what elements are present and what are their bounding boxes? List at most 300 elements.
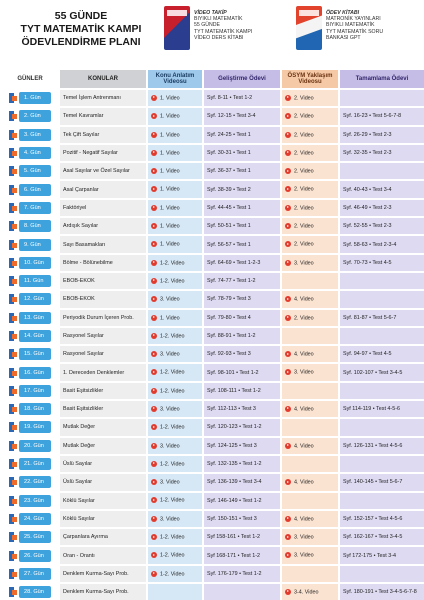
- lecture-video-text: 1. Video: [160, 241, 180, 248]
- title-line-1: 55 GÜNDE: [54, 10, 108, 22]
- osym-video-cell: [280, 364, 338, 380]
- completion-homework-cell: [338, 310, 424, 326]
- osym-video-text: 2. Video: [294, 131, 314, 138]
- lecture-video-cell: [146, 328, 202, 344]
- table-row: [0, 474, 424, 490]
- play-icon[interactable]: [151, 369, 157, 375]
- day-cell: [0, 200, 58, 216]
- table-row: [0, 236, 424, 252]
- topic-cell: [58, 493, 146, 509]
- play-icon[interactable]: [285, 589, 291, 595]
- topic-cell: [58, 547, 146, 563]
- development-homework-text: Syf. 136-139 • Test 3-4: [207, 479, 262, 486]
- day-cell: [0, 90, 58, 106]
- day-cell: [0, 127, 58, 143]
- day-badge: 28. Gün: [19, 586, 51, 598]
- lecture-video-text: 1-2. Video: [160, 333, 185, 340]
- completion-homework-cell: [338, 90, 424, 106]
- table-row: [0, 127, 424, 143]
- table-row: [0, 346, 424, 362]
- table-row: [0, 273, 424, 289]
- osym-video-cell: [280, 566, 338, 582]
- completion-homework-text: Syf. 126-131 • Test 4-5-6: [343, 442, 403, 449]
- day-badge: 12. Gün: [19, 293, 51, 305]
- lecture-video-cell: [146, 438, 202, 454]
- table-header-row: [0, 70, 424, 88]
- play-icon[interactable]: [151, 241, 157, 247]
- osym-video-cell: [280, 181, 338, 197]
- table-row: [0, 566, 424, 582]
- osym-video-cell: [280, 255, 338, 271]
- development-homework-text: Syf. 176-179 • Test 1-2: [207, 570, 262, 577]
- video-book-line: 55 GÜNDE: [194, 22, 220, 29]
- play-icon[interactable]: [151, 278, 157, 284]
- play-icon[interactable]: [151, 351, 157, 357]
- day-badge: 4. Gün: [19, 147, 51, 159]
- lecture-video-cell: [146, 108, 202, 124]
- topic-text: Mutlak Değer: [63, 442, 96, 449]
- completion-homework-cell: [338, 401, 424, 417]
- lecture-video-text: 1-2. Video: [160, 552, 185, 559]
- topic-cell: [58, 474, 146, 490]
- development-homework-cell: [202, 474, 280, 490]
- topic-text: Üslü Sayılar: [63, 479, 93, 486]
- day-cell: [0, 310, 58, 326]
- development-homework-cell: [202, 273, 280, 289]
- day-cell: [0, 108, 58, 124]
- completion-homework-text: Syf. 52-55 • Test 2-3: [343, 223, 392, 230]
- development-homework-text: Syf. 44-45 • Test 1: [207, 204, 251, 211]
- homework-book-line: BANKASI GPT: [326, 34, 361, 41]
- topic-text: Rasyonel Sayılar: [63, 333, 104, 339]
- development-homework-text: Syf. 36-37 • Test 1: [207, 168, 251, 175]
- day-badge: 16. Gün: [19, 367, 51, 379]
- table-row: [0, 547, 424, 563]
- topic-text: Sayı Basamakları: [63, 241, 106, 248]
- topic-text: Oran - Orantı: [63, 552, 95, 559]
- completion-homework-cell: [338, 145, 424, 161]
- topic-text: Ardışık Sayılar: [63, 223, 99, 230]
- play-icon[interactable]: [285, 296, 291, 302]
- day-cell: [0, 456, 58, 472]
- osym-video-cell: [280, 529, 338, 545]
- topic-text: Asal Çarpanlar: [63, 186, 99, 193]
- lecture-video-text: 3. Video: [160, 443, 180, 449]
- day-badge: 19. Gün: [19, 421, 51, 433]
- osym-video-text: 4. Video: [294, 443, 314, 449]
- lecture-video-text: 1-2. Video: [160, 571, 185, 578]
- day-logo-icon: [9, 240, 17, 250]
- lecture-video-cell: [146, 236, 202, 252]
- homework-book-description: [326, 10, 422, 41]
- completion-homework-cell: [338, 127, 424, 143]
- topic-cell: [58, 529, 146, 545]
- day-badge: 26. Gün: [19, 550, 51, 562]
- day-cell: [0, 547, 58, 563]
- topic-text: Temel İşlem Antrenmanı: [63, 95, 121, 102]
- play-icon[interactable]: [285, 516, 291, 522]
- video-book-line: TYT MATEMATİK KAMPI: [194, 28, 253, 35]
- day-cell: [0, 291, 58, 307]
- osym-video-text: 4. Video: [294, 296, 314, 303]
- play-icon[interactable]: [285, 186, 291, 192]
- table-row: [0, 328, 424, 344]
- completion-homework-cell: [338, 456, 424, 472]
- topic-text: Pozitif - Negatif Sayılar: [63, 150, 118, 157]
- day-logo-icon: [9, 331, 17, 341]
- topic-cell: [58, 200, 146, 216]
- day-logo-icon: [9, 368, 17, 378]
- osym-video-text: 2. Video: [294, 168, 314, 175]
- topic-cell: [58, 346, 146, 362]
- lecture-video-cell: [146, 291, 202, 307]
- table-row: [0, 419, 424, 435]
- lecture-video-text: 1-2. Video: [160, 424, 185, 431]
- development-homework-cell: [202, 383, 280, 399]
- osym-video-cell: [280, 328, 338, 344]
- completion-homework-cell: [338, 364, 424, 380]
- osym-video-cell: [280, 438, 338, 454]
- play-icon[interactable]: [151, 461, 157, 467]
- day-logo-icon: [9, 166, 17, 176]
- completion-homework-cell: [338, 511, 424, 527]
- development-homework-text: Syf 158-161 • Test 1-2: [207, 534, 261, 541]
- completion-homework-text: Syf 172-175 • Test 3-4: [343, 552, 397, 559]
- lecture-video-cell: [146, 529, 202, 545]
- development-homework-text: Syf. 38-39 • Test 2: [207, 186, 251, 193]
- column-header-days: GÜNLER: [0, 70, 58, 88]
- lecture-video-cell: [146, 310, 202, 326]
- play-icon[interactable]: [151, 497, 157, 503]
- day-logo-icon: [9, 203, 17, 213]
- development-homework-text: Syf. 150-151 • Test 3: [207, 515, 257, 522]
- development-homework-cell: [202, 255, 280, 271]
- play-icon[interactable]: [285, 168, 291, 174]
- development-homework-cell: [202, 127, 280, 143]
- column-header-osym-video: ÖSYM Yaklaşım Videosu: [280, 70, 338, 88]
- play-icon[interactable]: [285, 95, 291, 101]
- play-icon[interactable]: [285, 534, 291, 540]
- completion-homework-text: Syf. 70-73 • Test 4-5: [343, 259, 392, 266]
- completion-homework-text: Syf. 102-107 • Test 3-4-5: [343, 369, 403, 376]
- table-row: [0, 511, 424, 527]
- development-homework-text: Syf. 112-113 • Test 3: [207, 406, 256, 413]
- development-homework-cell: [202, 163, 280, 179]
- day-badge: 25. Gün: [19, 531, 51, 543]
- day-logo-icon: [9, 313, 17, 323]
- day-logo-icon: [9, 294, 17, 304]
- play-icon[interactable]: [285, 205, 291, 211]
- play-icon[interactable]: [285, 113, 291, 119]
- development-homework-text: Syf. 8-11 • Test 1-2: [207, 95, 253, 102]
- completion-homework-text: Syf. 58-63 • Test 2-3-4: [343, 241, 397, 248]
- lecture-video-text: 1-2. Video: [160, 497, 185, 504]
- play-icon[interactable]: [285, 406, 291, 412]
- topic-cell: [58, 163, 146, 179]
- day-logo-icon: [9, 477, 17, 487]
- homework-book-cover: [296, 6, 322, 50]
- topic-text: Çarpanlara Ayırma: [63, 534, 108, 541]
- lecture-video-text: 1. Video: [160, 205, 180, 212]
- lecture-video-cell: [146, 90, 202, 106]
- play-icon[interactable]: [285, 443, 291, 449]
- osym-video-cell: [280, 493, 338, 509]
- osym-video-cell: [280, 419, 338, 435]
- development-homework-text: Syf. 88-91 • Test 1-2: [207, 333, 256, 339]
- day-logo-icon: [9, 441, 17, 451]
- topic-cell: [58, 401, 146, 417]
- topic-text: EBOB-EKOK: [63, 278, 95, 285]
- osym-video-text: 2. Video: [294, 150, 314, 157]
- topic-cell: [58, 127, 146, 143]
- lecture-video-cell: [146, 218, 202, 234]
- day-logo-icon: [9, 111, 17, 121]
- lecture-video-text: 1. Video: [160, 186, 180, 193]
- table-row: [0, 200, 424, 216]
- lecture-video-cell: [146, 493, 202, 509]
- table-row: [0, 108, 424, 124]
- osym-video-cell: [280, 401, 338, 417]
- play-icon[interactable]: [151, 552, 157, 558]
- completion-homework-cell: [338, 163, 424, 179]
- play-icon[interactable]: [285, 351, 291, 357]
- day-logo-icon: [9, 587, 17, 597]
- completion-homework-text: Syf. 40-43 • Test 3-4: [343, 186, 392, 193]
- topic-text: Mutlak Değer: [63, 424, 96, 431]
- lecture-video-cell: [146, 364, 202, 380]
- column-header-development-homework: Geliştirme Ödevi: [202, 70, 280, 88]
- play-icon[interactable]: [285, 315, 291, 321]
- video-book-line: VİDEO DERS KİTABI: [194, 34, 244, 41]
- day-cell: [0, 255, 58, 271]
- homework-book-line: BIYIKLI MATEMATİK: [326, 22, 375, 29]
- development-homework-text: Syf. 132-135 • Test 1-2: [207, 461, 262, 468]
- day-logo-icon: [9, 551, 17, 561]
- video-book-line: BIYIKLI MATEMATİK: [194, 16, 243, 23]
- development-homework-text: Syf 168-171 • Test 1-2: [207, 552, 261, 559]
- day-cell: [0, 236, 58, 252]
- video-book-label: VİDEO TAKİP: [194, 10, 227, 16]
- osym-video-text: 2. Video: [294, 314, 314, 321]
- play-icon[interactable]: [285, 150, 291, 156]
- table-row: [0, 383, 424, 399]
- day-cell: [0, 383, 58, 399]
- development-homework-text: Syf. 120-123 • Test 1-2: [207, 424, 262, 431]
- day-logo-icon: [9, 221, 17, 231]
- play-icon[interactable]: [151, 315, 157, 321]
- day-cell: [0, 584, 58, 600]
- osym-video-text: 4. Video: [294, 516, 314, 523]
- day-badge: 18. Gün: [19, 403, 51, 415]
- lecture-video-cell: [146, 346, 202, 362]
- play-icon[interactable]: [151, 296, 157, 302]
- play-icon[interactable]: [151, 424, 157, 430]
- lecture-video-cell: [146, 401, 202, 417]
- play-icon[interactable]: [151, 223, 157, 229]
- topic-cell: [58, 511, 146, 527]
- completion-homework-text: Syf. 140-145 • Test 5-6-7: [343, 479, 403, 486]
- completion-homework-cell: [338, 383, 424, 399]
- play-icon[interactable]: [151, 168, 157, 174]
- development-homework-cell: [202, 200, 280, 216]
- column-header-completion-homework: Tamamlama Ödevi: [338, 70, 424, 88]
- day-cell: [0, 438, 58, 454]
- lecture-video-cell: [146, 456, 202, 472]
- day-cell: [0, 145, 58, 161]
- osym-video-cell: [280, 547, 338, 563]
- lecture-video-text: 1-2. Video: [160, 369, 185, 376]
- completion-homework-text: Syf. 180-191 • Test 3-4-5-6-7-8: [343, 588, 417, 595]
- play-icon[interactable]: [151, 516, 157, 522]
- development-homework-text: Syf. 92-93 • Test 3: [207, 351, 251, 358]
- completion-homework-text: Syf. 32-35 • Test 2-3: [343, 150, 392, 157]
- development-homework-cell: [202, 90, 280, 106]
- day-logo-icon: [9, 496, 17, 506]
- topic-cell: [58, 273, 146, 289]
- day-badge: 17. Gün: [19, 385, 51, 397]
- completion-homework-cell: [338, 547, 424, 563]
- video-book-cover: [164, 6, 190, 50]
- lecture-video-cell: [146, 419, 202, 435]
- development-homework-text: Syf. 146-149 • Test 1-2: [207, 497, 262, 504]
- play-icon[interactable]: [151, 333, 157, 339]
- play-icon[interactable]: [151, 571, 157, 577]
- play-icon[interactable]: [285, 260, 291, 266]
- completion-homework-cell: [338, 200, 424, 216]
- play-icon[interactable]: [151, 132, 157, 138]
- topic-cell: [58, 255, 146, 271]
- play-icon[interactable]: [151, 205, 157, 211]
- osym-video-cell: [280, 145, 338, 161]
- development-homework-text: Syf. 12-15 • Test 3-4: [207, 113, 256, 120]
- development-homework-cell: [202, 584, 280, 600]
- play-icon[interactable]: [285, 241, 291, 247]
- osym-video-text: 2. Video: [294, 95, 314, 102]
- day-cell: [0, 218, 58, 234]
- day-logo-icon: [9, 148, 17, 158]
- table-row: [0, 584, 424, 600]
- day-badge: 7. Gün: [19, 202, 51, 214]
- day-logo-icon: [9, 386, 17, 396]
- completion-homework-cell: [338, 529, 424, 545]
- play-icon[interactable]: [151, 113, 157, 119]
- osym-video-cell: [280, 346, 338, 362]
- day-badge: 9. Gün: [19, 239, 51, 251]
- lecture-video-cell: [146, 163, 202, 179]
- day-cell: [0, 401, 58, 417]
- table-row: [0, 456, 424, 472]
- table-row: [0, 218, 424, 234]
- osym-video-text: 4. Video: [294, 406, 314, 413]
- title-line-2: TYT MATEMATİK KAMPI: [20, 23, 142, 35]
- play-icon[interactable]: [285, 369, 291, 375]
- topic-cell: [58, 291, 146, 307]
- table-row: [0, 529, 424, 545]
- day-badge: 10. Gün: [19, 257, 51, 269]
- play-icon[interactable]: [151, 443, 157, 449]
- completion-homework-cell: [338, 181, 424, 197]
- lecture-video-cell: [146, 145, 202, 161]
- day-logo-icon: [9, 459, 17, 469]
- play-icon[interactable]: [285, 479, 291, 485]
- play-icon[interactable]: [151, 534, 157, 540]
- play-icon[interactable]: [151, 479, 157, 485]
- osym-video-text: 2. Video: [294, 186, 314, 193]
- osym-video-cell: [280, 456, 338, 472]
- day-badge: 14. Gün: [19, 330, 51, 342]
- lecture-video-cell: [146, 255, 202, 271]
- topic-cell: [58, 90, 146, 106]
- day-logo-icon: [9, 422, 17, 432]
- lecture-video-cell: [146, 200, 202, 216]
- development-homework-cell: [202, 511, 280, 527]
- play-icon[interactable]: [151, 406, 157, 412]
- completion-homework-cell: [338, 493, 424, 509]
- development-homework-cell: [202, 236, 280, 252]
- topic-cell: [58, 438, 146, 454]
- day-logo-icon: [9, 349, 17, 359]
- play-icon[interactable]: [151, 150, 157, 156]
- development-homework-text: Syf. 24-25 • Test 1: [207, 131, 251, 138]
- play-icon[interactable]: [151, 260, 157, 266]
- osym-video-cell: [280, 291, 338, 307]
- day-cell: [0, 328, 58, 344]
- development-homework-cell: [202, 218, 280, 234]
- topic-cell: [58, 310, 146, 326]
- table-row: [0, 163, 424, 179]
- topic-text: Basit Eşitsizlikler: [63, 406, 104, 413]
- title-line-3: ÖDEVLENDİRME PLANI: [21, 36, 141, 48]
- lecture-video-text: 1. Video: [160, 150, 180, 157]
- play-icon[interactable]: [151, 186, 157, 192]
- development-homework-text: Syf. 108-111 • Test 1-2: [207, 387, 261, 394]
- day-badge: 5. Gün: [19, 165, 51, 177]
- lecture-video-text: 1. Video: [160, 95, 180, 102]
- osym-video-text: 2. Video: [294, 223, 314, 230]
- day-badge: 11. Gün: [19, 275, 51, 287]
- topic-text: Denklem Kurma-Sayı Prob.: [63, 589, 129, 596]
- osym-video-text: 2. Video: [294, 241, 314, 248]
- development-homework-cell: [202, 346, 280, 362]
- osym-video-cell: [280, 474, 338, 490]
- day-cell: [0, 419, 58, 435]
- topic-text: 1. Dereceden Denklemler: [63, 369, 125, 376]
- lecture-video-cell: [146, 273, 202, 289]
- lecture-video-text: 1. Video: [160, 223, 180, 230]
- day-badge: 24. Gün: [19, 513, 51, 525]
- day-logo-icon: [9, 93, 17, 103]
- development-homework-cell: [202, 547, 280, 563]
- lecture-video-text: 1. Video: [160, 168, 180, 175]
- table-row: [0, 493, 424, 509]
- osym-video-text: 3-4. Video: [294, 589, 319, 596]
- topic-cell: [58, 456, 146, 472]
- osym-video-cell: [280, 163, 338, 179]
- day-cell: [0, 346, 58, 362]
- play-icon[interactable]: [285, 552, 291, 558]
- topic-text: Asal Sayılar ve Özel Sayılar: [63, 168, 130, 175]
- development-homework-text: Syf. 79-80 • Test 4: [207, 314, 251, 321]
- development-homework-cell: [202, 456, 280, 472]
- completion-homework-cell: [338, 291, 424, 307]
- play-icon[interactable]: [285, 223, 291, 229]
- play-icon[interactable]: [285, 132, 291, 138]
- table-row: [0, 438, 424, 454]
- play-icon[interactable]: [151, 95, 157, 101]
- completion-homework-cell: [338, 566, 424, 582]
- homework-book-line: TYT MATEMATİK SORU: [326, 28, 384, 35]
- play-icon[interactable]: [151, 388, 157, 394]
